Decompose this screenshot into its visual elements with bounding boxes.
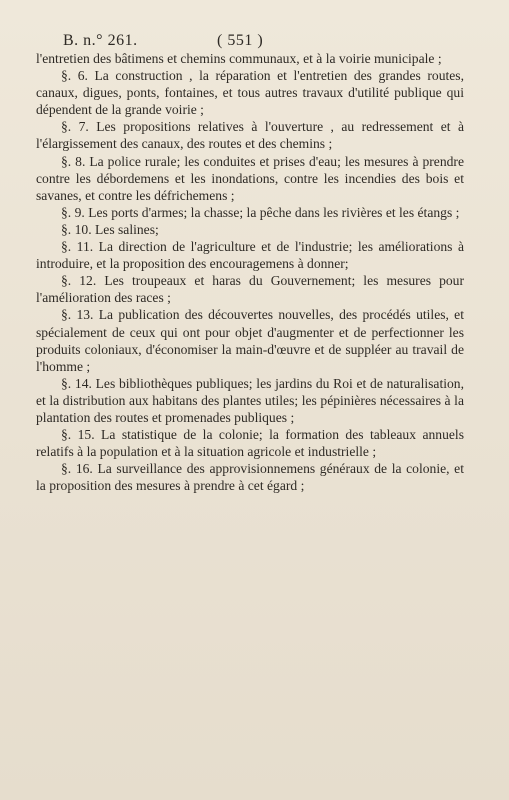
paragraph-section-7: §. 7. Les propositions relatives à l'ouverture , au redressement et à l'élargissement des canaux, des routes et des chemins ;: [36, 119, 464, 152]
paragraph-section-8: §. 8. La police rurale; les conduites et prises d'eau; les mesures à prendre contre les débordemens et les inondations, contre les incendies des bois et savanes, et contre les défrichemens ;: [36, 153, 464, 203]
paragraph-continuation: l'entretien des bâtimens et chemins communaux, et à la voirie municipale ;: [36, 51, 442, 66]
paragraph-section-15: §. 15. La statistique de la colonie; la formation des tableaux annuels relatifs à la population et à la situation agricole et industrielle ;: [36, 427, 464, 460]
bulletin-number: B. n.° 261.: [63, 32, 138, 49]
paragraph-section-10: §. 10. Les salines;: [61, 221, 159, 237]
paragraph-section-14: §. 14. Les bibliothèques publiques; les jardins du Roi et de naturalisation, et la distribution aux habitans des plantes utiles; les pépinières nécessaires à la plantation des routes et promenades publiques ;: [36, 375, 464, 425]
paragraph-section-6: §. 6. La construction , la réparation et l'entretien des grandes routes, canaux, digues, ponts, fontaines, et tous autres travaux d'utilité publique qui dépendent de la grande voirie ;: [36, 68, 464, 118]
page-number: ( 551 ): [217, 32, 264, 49]
paragraph-section-16: §. 16. La surveillance des approvisionnemens généraux de la colonie, et la proposition des mesures à prendre à cet égard ;: [36, 461, 464, 494]
paragraph-section-11: §. 11. La direction de l'agriculture et de l'industrie; les améliorations à introduire, et la proposition des encouragemens à donner;: [36, 239, 464, 272]
paragraph-section-13: §. 13. La publication des découvertes nouvelles, des procédés utiles, et spécialement de ceux qui ont pour objet d'augmenter et de perfectionner les produits coloniaux, d'économiser la main-d'œuvre et de suppléer au travail de l'homme ;: [36, 307, 464, 374]
body-text: [36, 50, 464, 494]
page-header: [63, 32, 463, 52]
paragraph-section-9: §. 9. Les ports d'armes; la chasse; la pêche dans les rivières et les étangs ;: [61, 204, 460, 220]
paragraph-section-12: §. 12. Les troupeaux et haras du Gouvernement; les mesures pour l'amélioration des races ;: [36, 273, 464, 306]
